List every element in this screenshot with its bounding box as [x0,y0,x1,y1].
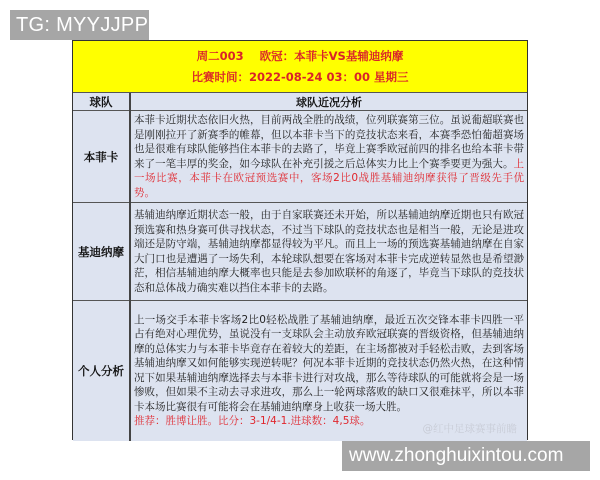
column-header-analysis: 球队近况分析 [130,93,527,111]
column-header-team: 球队 [73,93,130,111]
author-watermark: @红中足球赛事前瞻 [422,423,517,435]
recommendation: 推荐：胜博让胜。比分：3-1/4-1.进球数：4,5球。 [134,415,371,428]
table-row [73,111,527,203]
team-name: 基迪纳摩 [73,203,130,301]
match-time: 比赛时间：2022-08-24 03：00 星期三 [191,70,409,84]
analysis-text [130,203,527,301]
table-row [73,203,527,301]
analysis-table [73,93,527,441]
site-watermark-badge: www.zhonghuixintou.com [342,441,590,471]
match-title: 周二003 欧冠：本菲卡VS基辅迪纳摩 [196,49,404,63]
analysis-text [130,301,527,441]
analysis-body: 基辅迪纳摩近期状态一般，由于自家联赛还未开始，所以基辅迪纳摩近期也只有欧冠预选赛和热身赛可供寻找状态，不过当下球队的竞技状态也是相当一般，无论是进攻端还是防守端，基辅迪纳摩都显得较为平凡。而且上一场的预选赛基辅迪纳摩在自家大门口也是遭遇了一场失利，本轮球队想要在客场对本菲卡完成逆转显然也是希望渺茫，相信基辅迪纳摩大概率也只能是去参加欧联杯的角逐了，毕竟当下球队的竞技状态和总体战力确实难以挡住本菲卡的去路。 [134,209,524,294]
analysis-body: 上一场交手本菲卡客场2比0轻松战胜了基辅迪纳摩，最近五次交锋本菲卡四胜一平占有绝对心理优势，虽说没有一支球队会主动放弃欧冠联赛的晋级资格，但基辅迪纳摩的总体实力与本菲卡毕竟存在着较大的差距，在主场都被对手轻松击败，去到客场基辅迪纳摩又如何能够实现逆转呢？何况本菲卡近期的竞技状态仍然火热，在这种情况下如果基辅迪纳摩选择去与本菲卡进行对攻战，那么等待球队的可能就将会是一场惨败，但如果不主动去寻求进攻，那么上一轮两球落败的缺口又很难抹平，所以本菲卡本场比赛很有可能将会在基辅迪纳摩身上收获一场大胜。 [134,313,524,413]
tg-watermark-badge: TG: MYYJJPP [10,10,149,40]
team-name: 个人分析 [73,301,130,441]
table-row [73,301,527,441]
match-title-block [73,41,527,93]
team-name: 本菲卡 [73,111,130,203]
analysis-text [130,111,527,203]
analysis-body: 本菲卡近期状态依旧火热，目前两战全胜的战绩，位列联赛第三位。虽说葡超联赛也是刚刚拉开了新赛季的帷幕，但以本菲卡当下的竞技状态来看，本赛季恐怕葡超赛场也是很难有球队能够挡住本菲卡的去路了，毕竟上赛季欧冠前四的排名也给本菲卡带来了一笔丰厚的奖金，如今球队在补充引援之后总体实力比上个赛季要更为强大。 [134,114,524,170]
analysis-highlight: 上一场比赛，本菲卡在欧冠预选赛中，客场2比0战胜基辅迪纳摩获得了晋级先手优势。 [134,157,524,199]
table-header-row [73,93,527,111]
match-analysis-sheet [72,40,528,440]
